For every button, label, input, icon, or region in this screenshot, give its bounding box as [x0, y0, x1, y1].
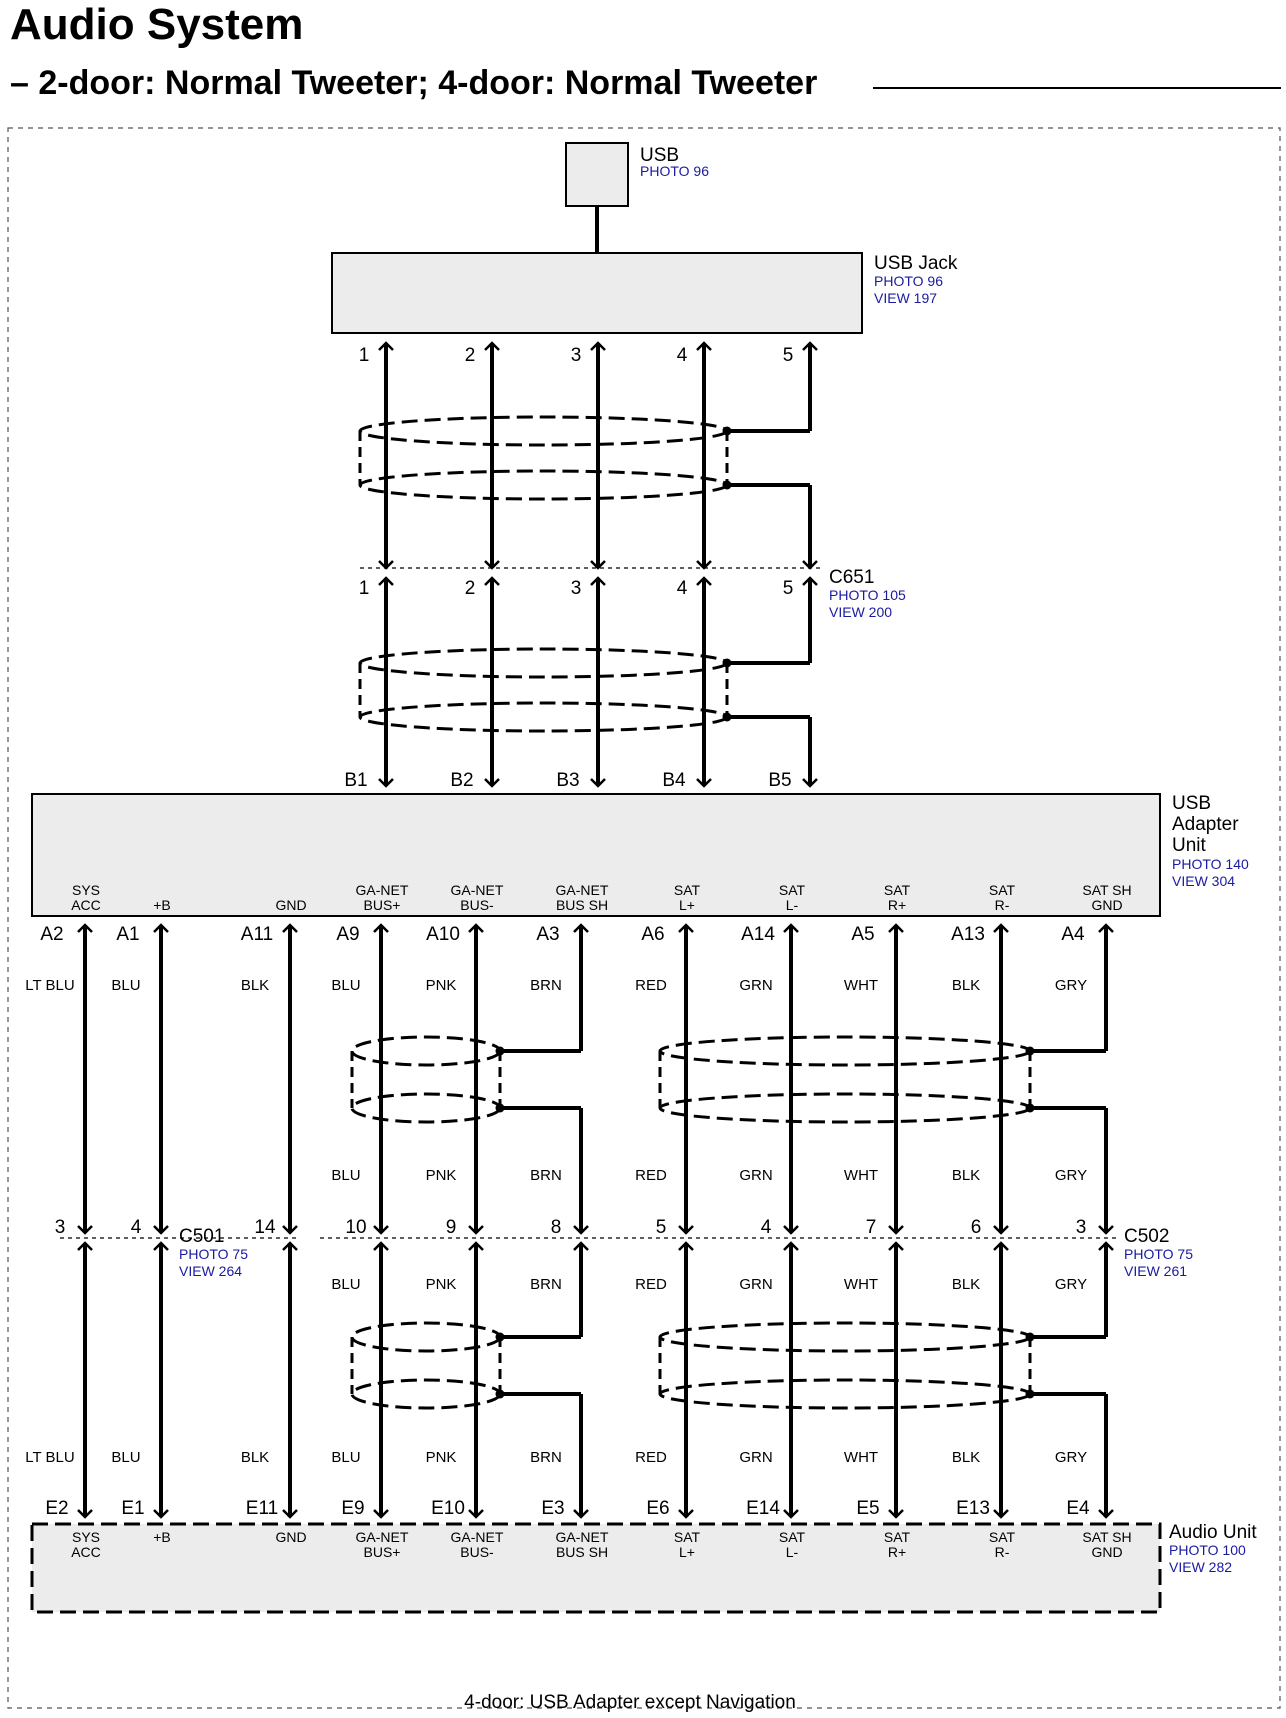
adapter-b-pin-label: B2	[450, 770, 474, 791]
wire-color-label: GRY	[1054, 1449, 1088, 1466]
wire-color-label: PNK	[425, 977, 457, 994]
jack-pin-label: 5	[782, 345, 794, 366]
wire-color-label: RED	[635, 977, 667, 994]
audio-pin-label: E5	[856, 1498, 880, 1519]
usb-adapter-ref-view: VIEW 304	[1172, 873, 1236, 889]
adapter-b-pin-label: B3	[556, 770, 580, 791]
audio-pin-label: E2	[45, 1498, 69, 1519]
shield-drain-dot	[1026, 1104, 1035, 1113]
audio-signal-line2: L+	[679, 1544, 695, 1560]
usb-label: USB	[640, 145, 680, 166]
adapter-a-signal-line1: GA-NET	[555, 882, 609, 898]
adapter-a-signal-line2: BUS SH	[555, 897, 609, 913]
adapter-a-signal-line2: ACC	[71, 897, 101, 913]
adapter-a-signal-line1: GA-NET	[450, 882, 504, 898]
wire-color-label: BLK	[240, 1449, 270, 1466]
audio-signal: +B	[153, 1529, 171, 1545]
c501-label: C501	[179, 1226, 225, 1247]
footer-note: 4-door: USB Adapter except Navigation	[464, 1692, 796, 1713]
audio-signal-line2: GND	[1091, 1544, 1123, 1560]
wire-color-label: WHT	[843, 1167, 879, 1184]
wire-color-label: GRY	[1054, 977, 1088, 994]
adapter-a-pin-label: A1	[116, 924, 140, 945]
c502-label: C502	[1124, 1226, 1170, 1247]
shield-drain-dot	[496, 1390, 505, 1399]
wire-color-label: RED	[635, 1449, 667, 1466]
usb-adapter-label: Unit	[1172, 835, 1206, 856]
wire-color-label: WHT	[843, 1276, 879, 1293]
usb-cable-lower-shield-bottom	[360, 703, 727, 731]
wire-color-label: GRN	[739, 1449, 773, 1466]
audio-signal-line2: BUS+	[363, 1544, 401, 1560]
jack-pin-label: 3	[570, 345, 582, 366]
wire-color-label: BRN	[530, 1167, 562, 1184]
adapter-a-signal-line2: L+	[679, 897, 695, 913]
wire-color-label: BLU	[331, 1167, 361, 1184]
usb-adapter-label: USB	[1172, 793, 1212, 814]
c50x-pin-label: 14	[254, 1217, 276, 1238]
c50x-pin-label: 5	[655, 1217, 667, 1238]
c651-pin-label: 3	[570, 578, 582, 599]
wire-color-label: BLK	[240, 977, 270, 994]
adapter-a-pin-label: A13	[951, 924, 985, 945]
adapter-a-signal-line1: SAT	[673, 882, 701, 898]
wire-color-label: PNK	[425, 1167, 457, 1184]
adapter-a-signal-line2: BUS+	[363, 897, 401, 913]
sat-upper-shield-bottom	[660, 1094, 1030, 1122]
adapter-a-signal-line1: SAT SH	[1082, 882, 1132, 898]
audio-signal-line2: BUS SH	[555, 1544, 609, 1560]
usb-cable-lower-shield-top	[360, 649, 727, 677]
usb-ref: PHOTO 96	[640, 163, 709, 179]
wire-color-label: LT BLU	[25, 977, 75, 994]
adapter-a-signal: +B	[153, 897, 171, 913]
c50x-pin-label: 4	[760, 1217, 772, 1238]
audio-signal-line1: SAT	[778, 1529, 806, 1545]
adapter-a-signal-line1: SAT	[778, 882, 806, 898]
c651-pin-label: 2	[464, 578, 476, 599]
audio-pin-label: E6	[646, 1498, 670, 1519]
c50x-pin-label: 8	[550, 1217, 562, 1238]
shield-drain-dot	[1026, 1047, 1035, 1056]
audio-signal-line1: GA-NET	[555, 1529, 609, 1545]
audio-signal-line1: SAT SH	[1082, 1529, 1132, 1545]
adapter-a-signal-line2: R-	[994, 897, 1010, 913]
wire-color-label: WHT	[843, 977, 879, 994]
shield-drain-dot	[496, 1333, 505, 1342]
audio-pin-label: E9	[341, 1498, 365, 1519]
audio-signal-line1: GA-NET	[355, 1529, 409, 1545]
wire-color-label: PNK	[425, 1276, 457, 1293]
audio-unit-label: Audio Unit	[1169, 1522, 1257, 1543]
wire-color-label: BLU	[111, 1449, 141, 1466]
audio-pin-label: E10	[431, 1498, 465, 1519]
wire-color-label: RED	[635, 1167, 667, 1184]
c501-ref-view: VIEW 264	[179, 1263, 243, 1279]
audio-signal-line2: ACC	[71, 1544, 101, 1560]
audio-pin-label: E4	[1066, 1498, 1090, 1519]
adapter-a-pin-label: A2	[40, 924, 64, 945]
usb-adapter-label: Adapter	[1172, 814, 1239, 835]
c50x-pin-label: 6	[970, 1217, 982, 1238]
c50x-pin-label: 7	[865, 1217, 877, 1238]
c651-ref-photo: PHOTO 105	[829, 587, 906, 603]
c50x-pin-label: 10	[345, 1217, 367, 1238]
c50x-pin-label: 4	[130, 1217, 142, 1238]
adapter-a-signal-line1: SAT	[883, 882, 911, 898]
wire-color-label: BLU	[111, 977, 141, 994]
page-title: Audio System	[10, 0, 304, 49]
wire-color-label: GRN	[739, 977, 773, 994]
diagram-border	[8, 128, 1280, 1708]
adapter-a-signal-line1: SAT	[988, 882, 1016, 898]
shield-drain-dot	[496, 1104, 505, 1113]
usb-cable-upper-shield-bottom	[360, 471, 727, 499]
wire-color-label: WHT	[843, 1449, 879, 1466]
sat-upper-shield-top	[660, 1037, 1030, 1065]
wire-color-label: BLU	[331, 1449, 361, 1466]
wire-color-label: LT BLU	[25, 1449, 75, 1466]
audio-unit-ref-view: VIEW 282	[1169, 1559, 1233, 1575]
usb-cable-upper-shield-top	[360, 417, 727, 445]
audio-pin-label: E13	[956, 1498, 990, 1519]
wire-color-label: BLK	[951, 1449, 981, 1466]
wire-color-label: BLK	[951, 977, 981, 994]
wire-color-label: BLK	[951, 1167, 981, 1184]
wire-color-label: GRY	[1054, 1276, 1088, 1293]
shield-drain-dot	[1026, 1390, 1035, 1399]
audio-signal-line2: BUS-	[460, 1544, 494, 1560]
audio-signal-line1: SAT	[988, 1529, 1016, 1545]
wire-color-label: BRN	[530, 977, 562, 994]
adapter-a-pin-label: A4	[1061, 924, 1085, 945]
adapter-a-pin-label: A3	[536, 924, 560, 945]
audio-signal-line1: SAT	[883, 1529, 911, 1545]
usb-connector-box	[566, 143, 628, 206]
wire-color-label: RED	[635, 1276, 667, 1293]
c502-ref-view: VIEW 261	[1124, 1263, 1188, 1279]
audio-signal: GND	[275, 1529, 307, 1545]
adapter-a-signal-line1: SYS	[71, 882, 101, 898]
audio-signal-line1: SYS	[71, 1529, 101, 1545]
audio-signal-line1: SAT	[673, 1529, 701, 1545]
jack-pin-label: 4	[676, 345, 688, 366]
shield-drain-dot	[1026, 1333, 1035, 1342]
adapter-a-pin-label: A14	[741, 924, 775, 945]
wire-color-label: BRN	[530, 1276, 562, 1293]
audio-pin-label: E11	[245, 1498, 279, 1519]
usb-jack-ref-view: VIEW 197	[874, 290, 938, 306]
adapter-a-pin-label: A5	[851, 924, 875, 945]
audio-pin-label: E3	[541, 1498, 565, 1519]
adapter-b-pin-label: B5	[768, 770, 792, 791]
audio-unit-ref-photo: PHOTO 100	[1169, 1542, 1246, 1558]
sat-lower-shield-top	[660, 1323, 1030, 1351]
adapter-a-signal-line2: R+	[887, 897, 907, 913]
shield-drain-dot	[496, 1047, 505, 1056]
audio-signal-line2: L-	[785, 1544, 799, 1560]
wire-color-label: PNK	[425, 1449, 457, 1466]
page-subtitle: – 2-door: Normal Tweeter; 4-door: Normal Tweeter	[10, 64, 818, 102]
c651-pin-label: 4	[676, 578, 688, 599]
wire-color-label: BLU	[331, 977, 361, 994]
wire-color-label: GRY	[1054, 1167, 1088, 1184]
c50x-pin-label: 9	[445, 1217, 457, 1238]
usb-jack-label: USB Jack	[874, 253, 958, 274]
adapter-a-signal-line1: GA-NET	[355, 882, 409, 898]
audio-signal-line2: R-	[994, 1544, 1010, 1560]
c501-ref-photo: PHOTO 75	[179, 1246, 248, 1262]
adapter-a-pin-label: A6	[641, 924, 665, 945]
adapter-a-signal-line2: BUS-	[460, 897, 494, 913]
usb-jack-ref-photo: PHOTO 96	[874, 273, 943, 289]
jack-pin-label: 2	[464, 345, 476, 366]
c50x-pin-label: 3	[1075, 1217, 1087, 1238]
adapter-b-pin-label: B4	[662, 770, 686, 791]
usb-jack-box	[332, 253, 862, 333]
audio-signal-line1: GA-NET	[450, 1529, 504, 1545]
wire-color-label: GRN	[739, 1276, 773, 1293]
adapter-b-pin-label: B1	[344, 770, 368, 791]
wire-color-label: BLK	[951, 1276, 981, 1293]
usb-adapter-ref-photo: PHOTO 140	[1172, 856, 1249, 872]
jack-pin-label: 1	[358, 345, 370, 366]
adapter-a-signal-line2: L-	[785, 897, 799, 913]
wire-color-label: BRN	[530, 1449, 562, 1466]
wire-color-label: BLU	[331, 1276, 361, 1293]
adapter-a-pin-label: A10	[426, 924, 460, 945]
adapter-a-signal-line2: GND	[1091, 897, 1123, 913]
c50x-pin-label: 3	[54, 1217, 66, 1238]
audio-signal-line2: R+	[887, 1544, 907, 1560]
sat-lower-shield-bottom	[660, 1380, 1030, 1408]
audio-pin-label: E14	[746, 1498, 780, 1519]
c651-label: C651	[829, 567, 875, 588]
c651-pin-label: 5	[782, 578, 794, 599]
adapter-a-pin-label: A11	[240, 924, 274, 945]
adapter-a-pin-label: A9	[336, 924, 360, 945]
audio-pin-label: E1	[121, 1498, 145, 1519]
c502-ref-photo: PHOTO 75	[1124, 1246, 1193, 1262]
c651-ref-view: VIEW 200	[829, 604, 893, 620]
c651-pin-label: 1	[358, 578, 370, 599]
wire-color-label: GRN	[739, 1167, 773, 1184]
adapter-a-signal: GND	[275, 897, 307, 913]
